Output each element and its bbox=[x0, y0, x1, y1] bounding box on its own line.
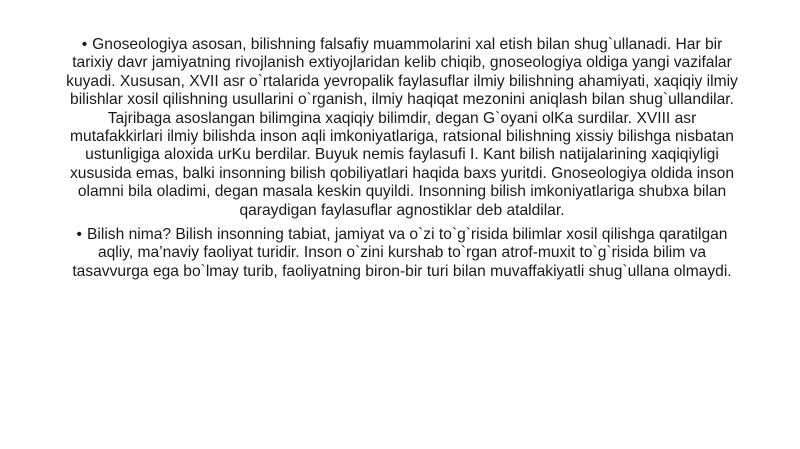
bullet-item-gnoseologiya bbox=[62, 36, 742, 220]
bullet-icon: • bbox=[76, 226, 82, 244]
bullet-text: Bilish nima? Bilish insonning tabiat, jamiyat va o`zi to`g`risida bilimlar xosil qilishga qaratilgan aqliy, ma’naviy faoliyat turidir. Inson o`zini kurshab to`rgan atrof-muxit to`g`risida bilim va tasavvurga ega bo`lmay turib, faoliyatning biron-bir turi bilan muvaffakiyatli shug`ullana olmaydi. bbox=[72, 226, 732, 280]
bullet-text: Gnoseologiya asosan, bilishning falsafiy muammolarini xal etish bilan shug`ullanadi. Har bir tarixiy davr jamiyatning rivojlanish extiyojlaridan kelib chiqib, gnoseologiya oldiga yangi vazifalar kuyadi. Xususan, XVII asr o`rtalarida yevropalik faylasuflar ilmiy bilishning ahamiyati, xaqiqiy ilmiy bilishlar xosil qilishning usullarini o`rganish, ilmiy haqiqat mezonini aniqlash bilan shug`ullandilar. Tajribaga asoslangan bilimgina xaqiqiy bilimdir, degan G`oyani olKa surdilar. XVIII asr mutafakkirlari ilmiy bilishda inson aqli imkoniyatlariga, ratsional bilishning xissiy bilishga nisbatan ustunligiga aloxida urKu berdilar. Buyuk nemis faylasufi I. Kant bilish natijalarining xaqiqiyligi xususida emas, balki insonning bilish qobiliyatlari haqida baxs yuritdi. Gnoseologiya oldida inson olamni bila oladimi, degan masala keskin quyildi. Insonning bilish imkoniyatlariga shubxa bilan qaraydigan faylasuflar agnostiklar deb ataldilar. bbox=[66, 36, 738, 219]
bullet-icon: • bbox=[81, 36, 88, 53]
slide-body bbox=[62, 36, 742, 287]
bullet-item-bilish-nima bbox=[62, 226, 742, 281]
bullet-list bbox=[62, 36, 742, 281]
